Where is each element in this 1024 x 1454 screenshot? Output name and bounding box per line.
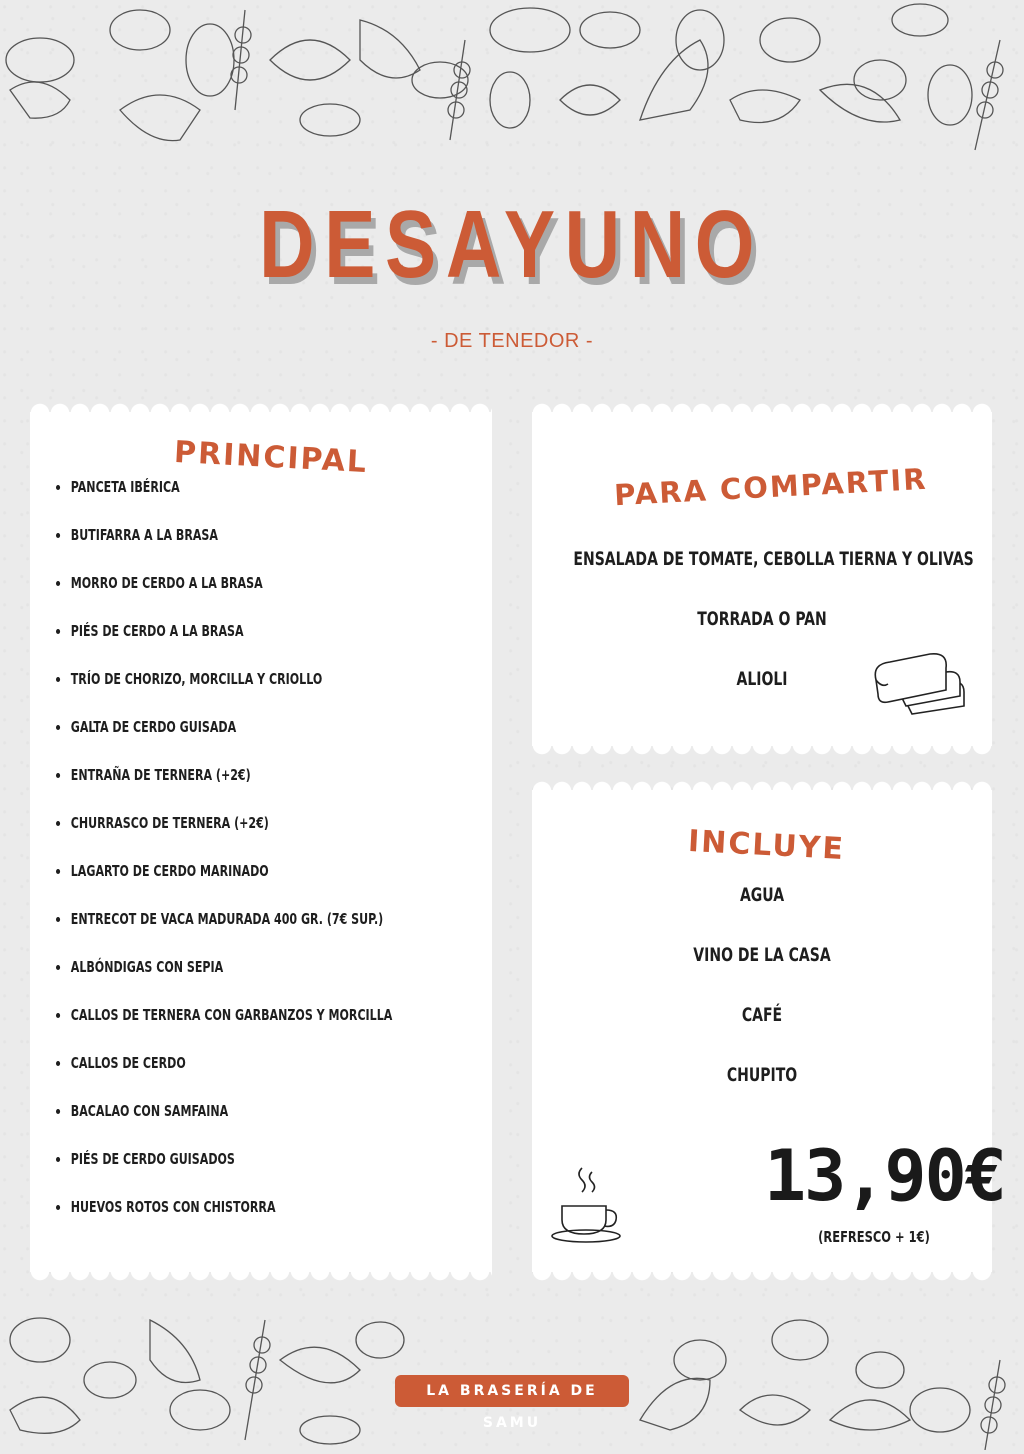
page-subtitle: - DE TENEDOR -: [430, 330, 594, 352]
includes-card: [532, 790, 1005, 1272]
share-card: [532, 412, 992, 746]
share-heading: PARA COMPARTIR: [613, 461, 929, 513]
brand-label: LA BRASERÍA DE SAMU: [395, 1375, 629, 1407]
price-note: (REFRESCO + 1€): [818, 1228, 930, 1246]
principal-heading: PRINCIPAL: [173, 434, 369, 481]
coffee-cup-icon: [548, 1162, 628, 1246]
list-item: AGUA: [739, 884, 785, 906]
bread-slices-icon: [870, 652, 970, 722]
top-food-doodles: [0, 0, 1024, 165]
list-item: ENTRAÑA DE TERNERA (+2€): [56, 762, 392, 810]
list-item: ALIOLI: [736, 668, 788, 690]
includes-heading: INCLUYE: [687, 823, 846, 868]
list-item: CALLOS DE CERDO: [56, 1050, 392, 1098]
includes-list: [532, 880, 992, 1120]
list-item: CHUPITO: [726, 1064, 798, 1086]
list-item: VINO DE LA CASA: [693, 944, 831, 966]
list-item: PIÉS DE CERDO A LA BRASA: [56, 618, 392, 666]
list-item: CAFÉ: [741, 1004, 783, 1026]
page-title: DESAYUNO: [259, 191, 765, 298]
principal-list: [56, 474, 466, 1242]
price: 13,90€: [764, 1135, 1005, 1217]
list-item: CHURRASCO DE TERNERA (+2€): [56, 810, 392, 858]
principal-card: [30, 412, 492, 1272]
list-item: LAGARTO DE CERDO MARINADO: [56, 858, 392, 906]
list-item: ENTRECOT DE VACA MADURADA 400 GR. (7€ SUP.): [56, 906, 392, 954]
list-item: ALBÓNDIGAS CON SEPIA: [56, 954, 392, 1002]
list-item: CALLOS DE TERNERA CON GARBANZOS Y MORCILLA: [56, 1002, 392, 1050]
list-item: ENSALADA DE TOMATE, CEBOLLA TIERNA Y OLIVAS: [573, 548, 974, 570]
list-item: BUTIFARRA A LA BRASA: [56, 522, 392, 570]
list-item: TRÍO DE CHORIZO, MORCILLA Y CRIOLLO: [56, 666, 392, 714]
list-item: PIÉS DE CERDO GUISADOS: [56, 1146, 392, 1194]
list-item: TORRADA O PAN: [697, 608, 827, 630]
list-item: GALTA DE CERDO GUISADA: [56, 714, 392, 762]
list-item: PANCETA IBÉRICA: [56, 474, 392, 522]
list-item: HUEVOS ROTOS CON CHISTORRA: [56, 1194, 392, 1242]
list-item: MORRO DE CERDO A LA BRASA: [56, 570, 392, 618]
list-item: BACALAO CON SAMFAINA: [56, 1098, 392, 1146]
